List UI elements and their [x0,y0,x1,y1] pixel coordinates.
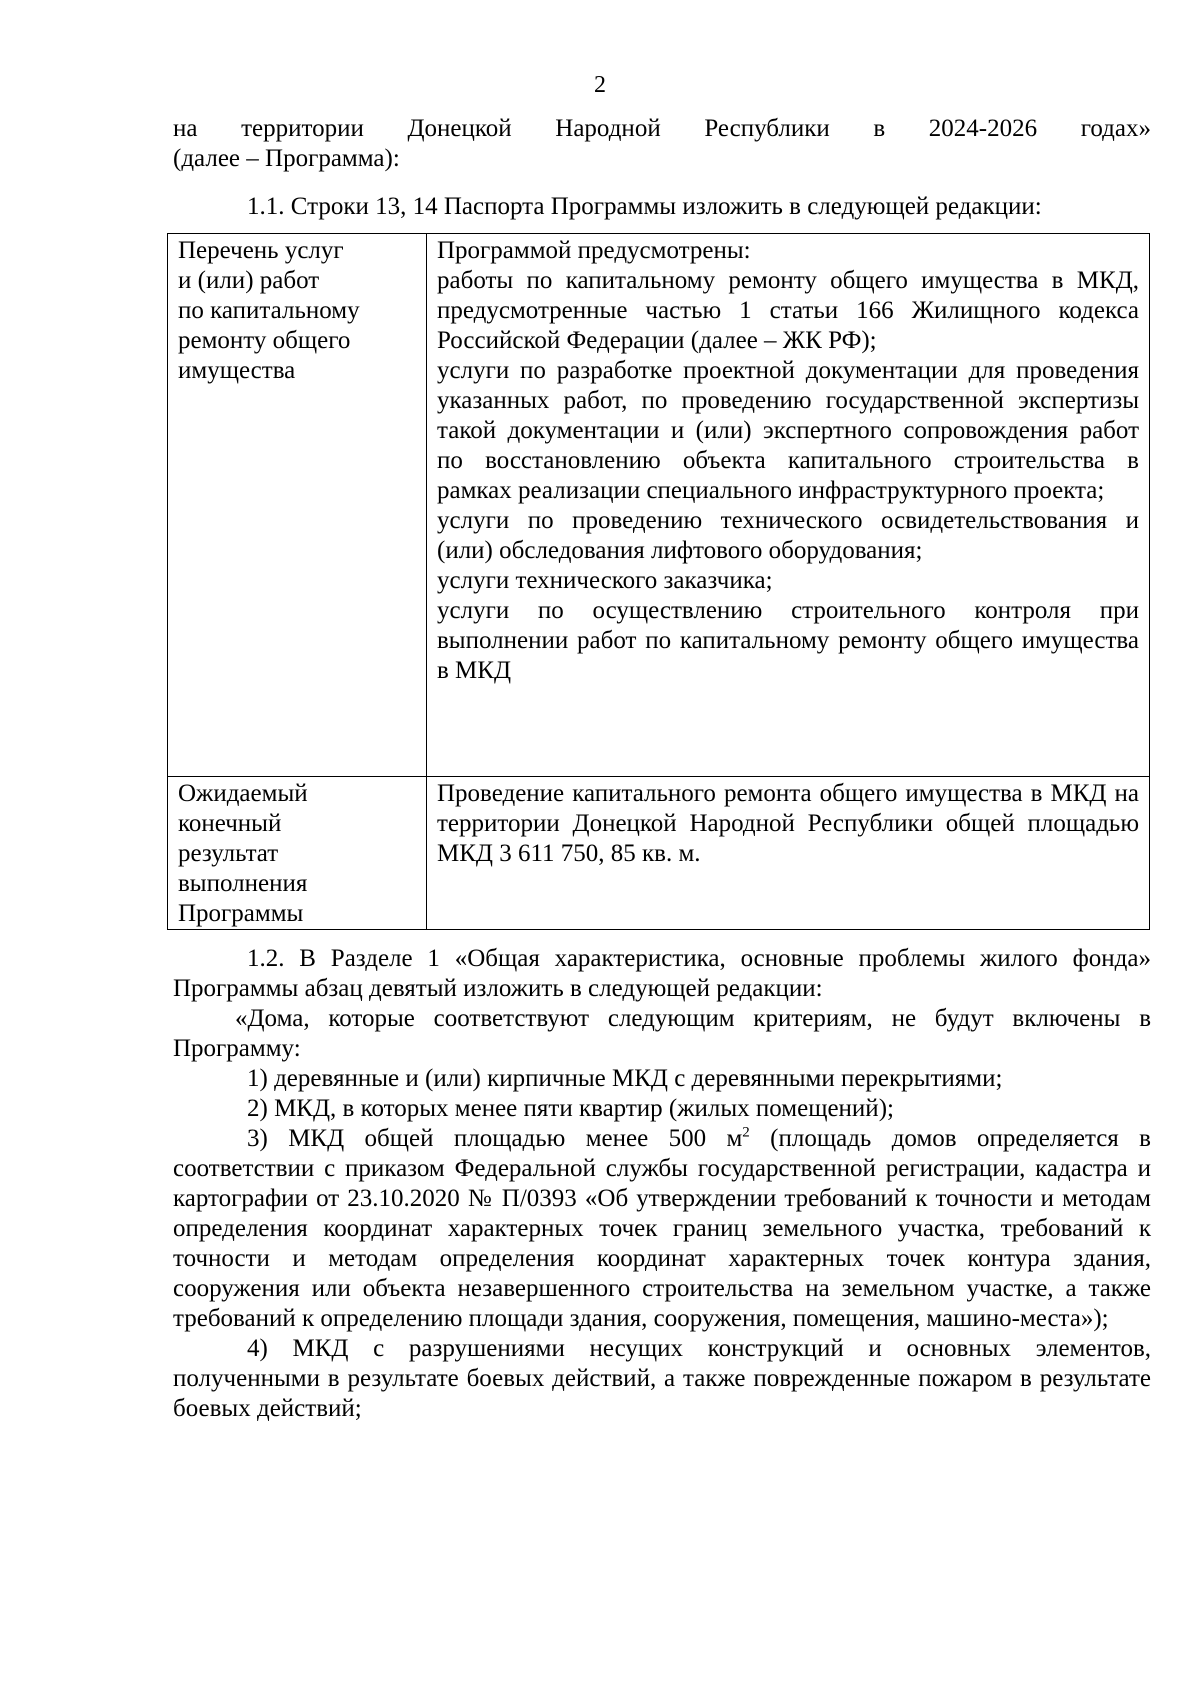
table-row-expected-result [168,777,1150,930]
criteria-item-3-rest: (площадь домов определяется в соответствии с приказом Федеральной службы государственной регистрации, кадастра и картографии от 23.10.2020 № П/0393 «Об утверждении требований к точности и методам определения координат характерных точек границ земельного участка, требований к точности и методам определения координат характерных точек контура здания, сооружения или объекта незавершенного строительства на земельном участке, а также требований к определению площади здания, сооружения, помещения, машино-места»); [173,1125,1151,1332]
label-line: ремонту общего [178,327,351,354]
label-line: конечный [178,810,282,837]
square-superscript: 2 [742,1124,750,1141]
label-line: Ожидаемый [178,780,308,807]
table-row-services [168,234,1150,777]
passport-table [167,233,1150,930]
page-number: 2 [594,72,606,98]
criteria-item-3 [173,1124,1151,1334]
table-text-cell [427,777,1150,930]
table-text-cell [427,234,1150,777]
quote-intro: «Дома, которые соответствуют следующим критериям, не будут включены в Программу: [173,1005,1151,1062]
table-label-cell [168,234,427,777]
table-paragraph: услуги по разработке проектной документации для проведения указанных работ, по проведению государственной экспертизы такой документации и (или) экспертного сопровождения работ по восстановлению объекта капитального строительства в рамках реализации специального инфраструктурного проекта; [437,357,1139,504]
section-1-1-heading: 1.1. Строки 13, 14 Паспорта Программы изложить в следующей редакции: [247,193,1042,220]
table-paragraph: услуги технического заказчика; [437,567,773,594]
table-paragraph: Программой предусмотрены: [437,237,751,264]
label-line: по капитальному [178,297,360,324]
document-body [173,114,1151,1424]
table-label-cell [168,777,427,930]
label-line: Программы [178,900,304,927]
intro-paragraph [173,114,1151,174]
criteria-item-1: 1) деревянные и (или) кирпичные МКД с деревянными перекрытиями; [247,1065,1003,1092]
intro-line-2: (далее – Программа): [173,145,400,172]
criteria-item-2: 2) МКД, в которых менее пяти квартир (жилых помещений); [247,1095,894,1122]
criteria-item-3-start: 3) МКД общей площадью менее 500 м [247,1125,743,1152]
label-line: имущества [178,357,296,384]
table-paragraph: Проведение капитального ремонта общего имущества в МКД на территории Донецкой Народной Республики общей площадью МКД 3 611 750, 85 кв. м. [437,780,1139,867]
label-line: результат [178,840,279,867]
table-paragraph: услуги по проведению технического освидетельствования и (или) обследования лифтового оборудования; [437,507,1139,564]
label-line: выполнения [178,870,308,897]
table-paragraph: услуги по осуществлению строительного контроля при выполнении работ по капитальному ремонту общего имущества в МКД [437,597,1139,684]
section-1-2-paragraph: 1.2. В Разделе 1 «Общая характеристика, основные проблемы жилого фонда» Программы абзац девятый изложить в следующей редакции: [173,945,1151,1002]
intro-line-1: на территории Донецкой Народной Республики в 2024-2026 годах» [173,115,1151,142]
label-line: и (или) работ [178,267,320,294]
criteria-item-4: 4) МКД с разрушениями несущих конструкций и основных элементов, полученными в результате боевых действий, а также поврежденные пожаром в результате боевых действий; [173,1335,1151,1422]
table-paragraph: работы по капитальному ремонту общего имущества в МКД, предусмотренные частью 1 статьи 166 Жилищного кодекса Российской Федерации (далее – ЖК РФ); [437,267,1139,354]
label-line: Перечень услуг [178,237,344,264]
